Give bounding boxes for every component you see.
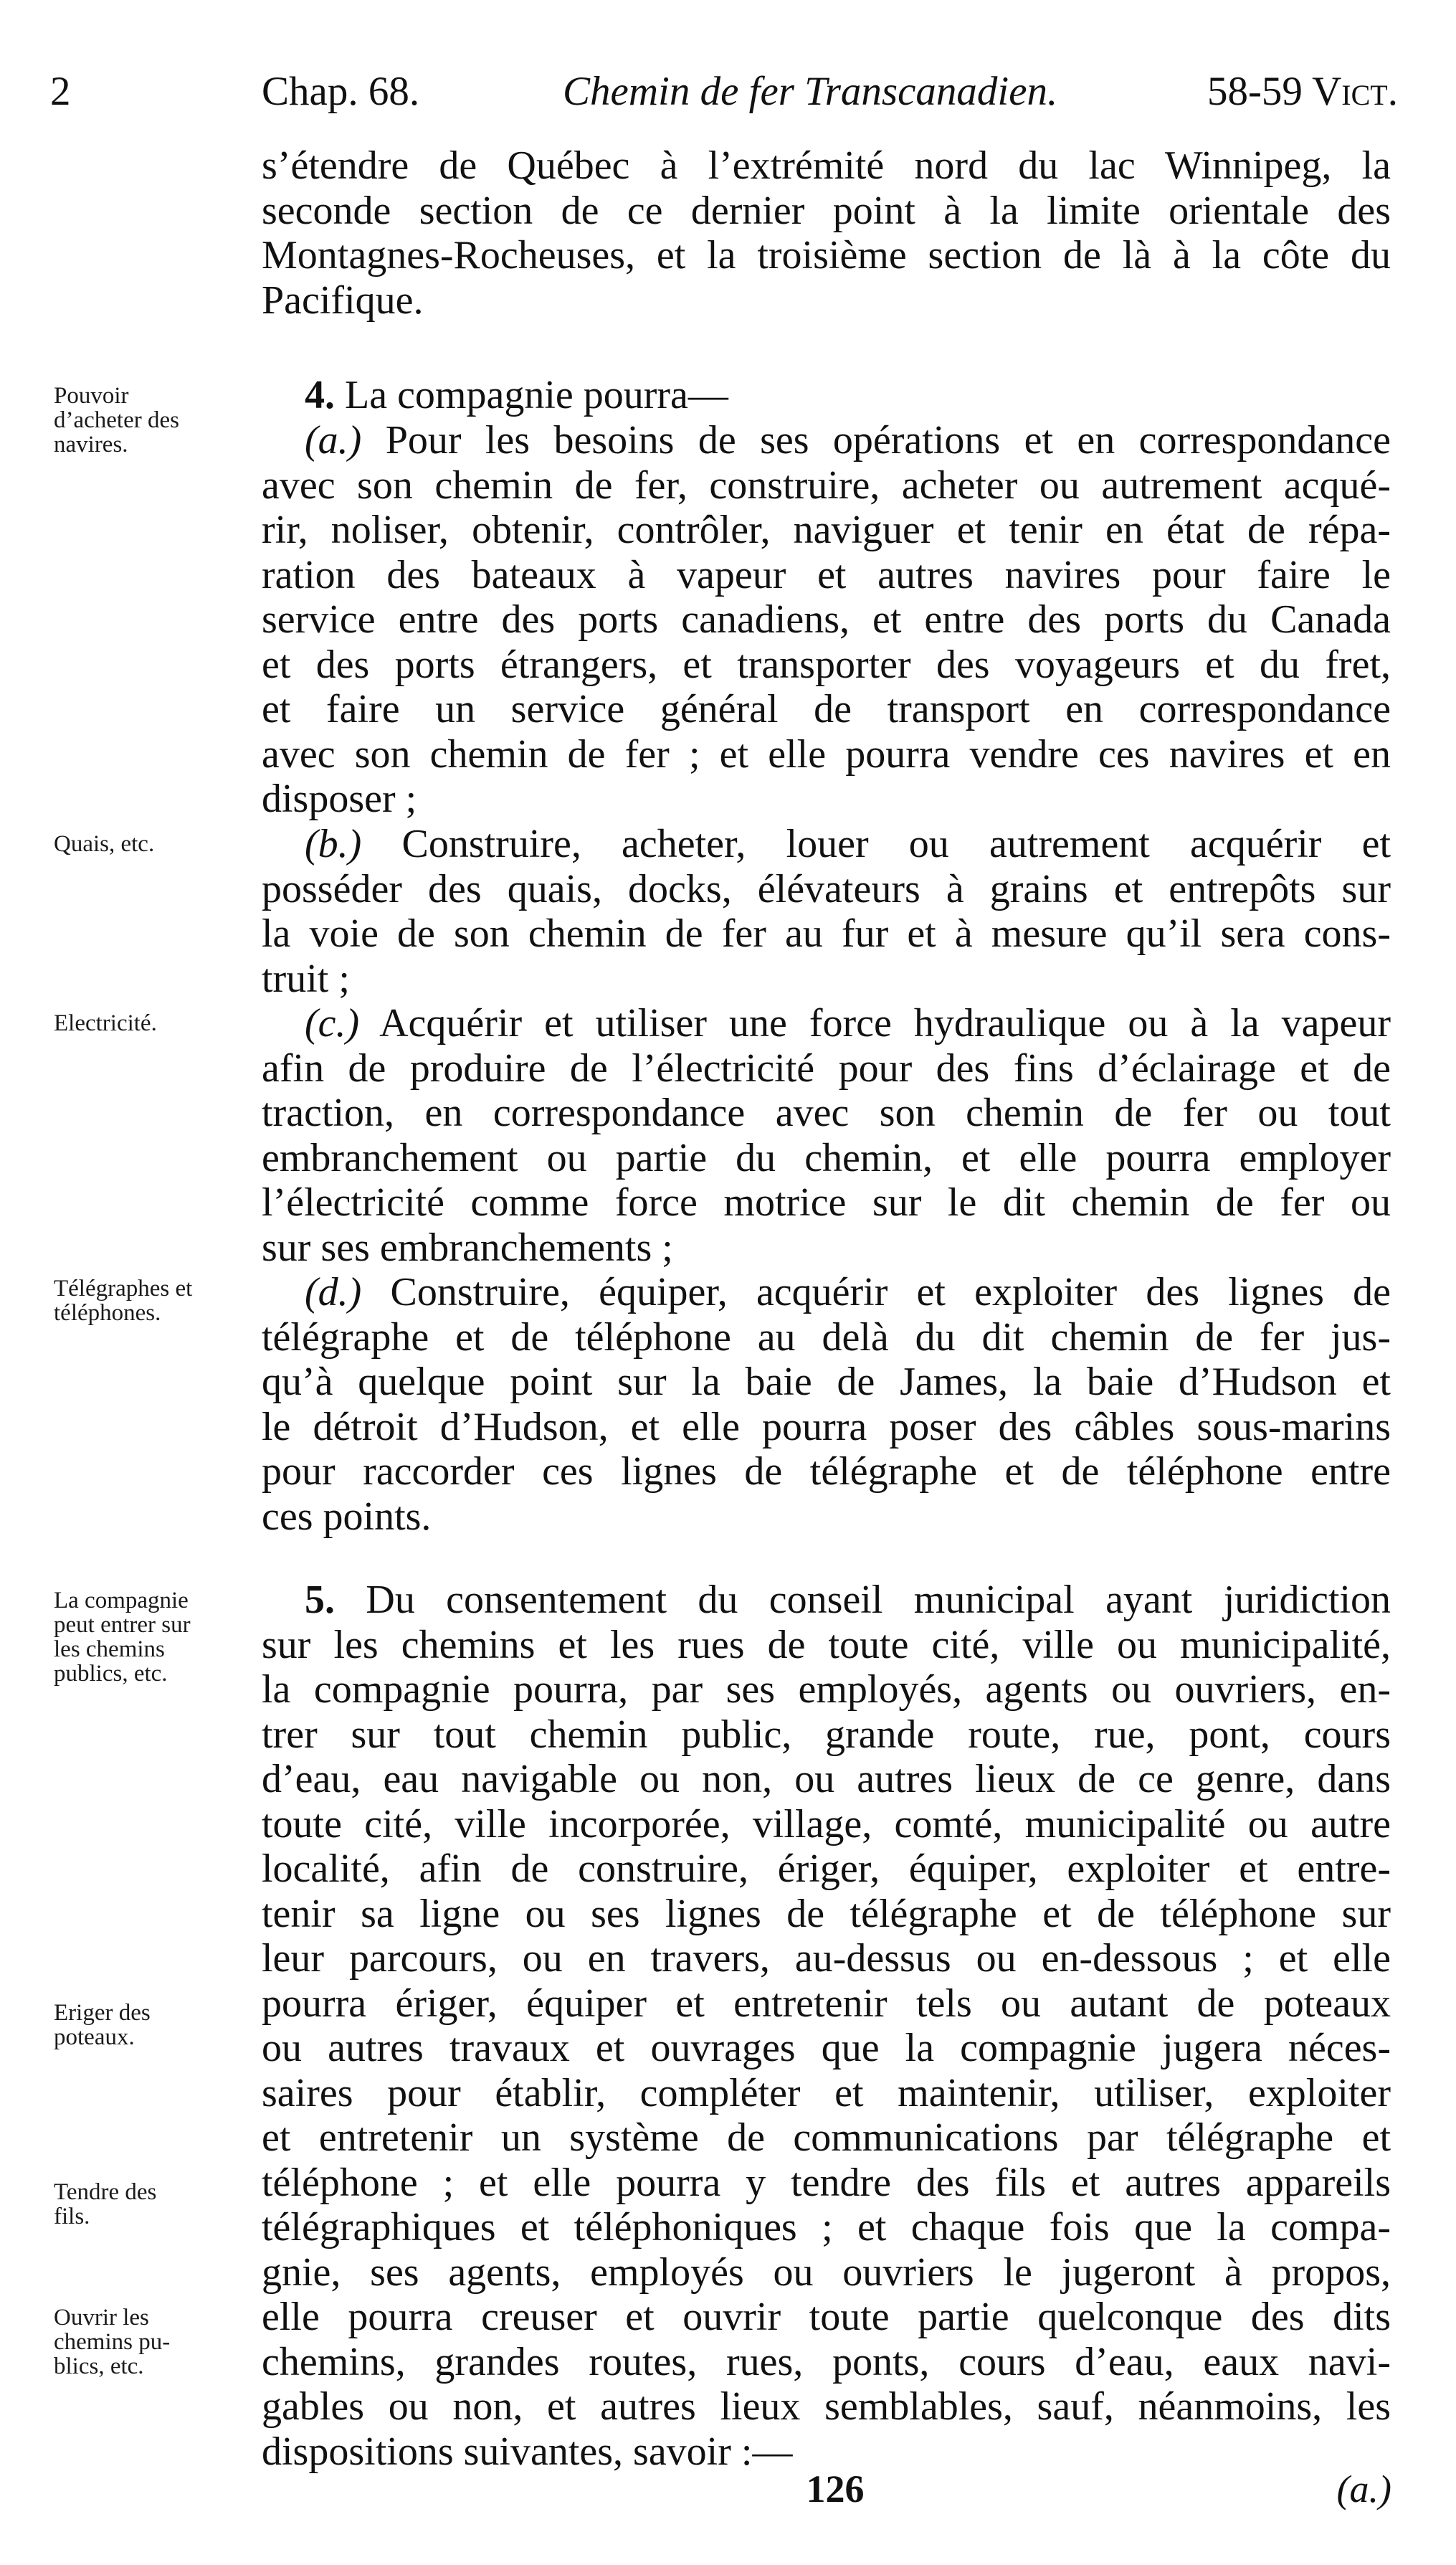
header-regnal-year: 58-59 Vict. (1207, 69, 1398, 114)
text-line (262, 418, 1391, 463)
text-line: avec son chemin de fer, construire, acheter ou autrement acqué- (262, 463, 1391, 508)
section-4-lead: La compagnie pourra— (345, 373, 728, 417)
text-line: ration des bateaux à vapeur et autres navires pour faire le (262, 552, 1391, 597)
section-4-heading (262, 373, 1391, 418)
text-line: truit ; (262, 956, 350, 1001)
text-line: télégraphe et de téléphone au delà du dit chemin de fer jus- (262, 1314, 1391, 1360)
margin-note-entry: La compagnie peut entrer sur les chemins publics, etc. (54, 1588, 191, 1687)
text-line: gnie, ses agents, employés ou ouvriers le jugeront à propos, (262, 2249, 1391, 2295)
footer-catchword (1337, 2467, 1391, 2511)
header-chapter: Chap. 68. (262, 69, 420, 114)
clause-letter: (d.) (305, 1270, 362, 1314)
text-line: tenir sa ligne ou ses lignes de télégraphe et de téléphone sur (262, 1891, 1391, 1936)
text-line: pour raccorder ces lignes de télégraphe et de téléphone entre (262, 1449, 1391, 1494)
text-line: chemins, grandes routes, rues, ponts, cours d’eau, eaux navi- (262, 2339, 1391, 2384)
section-4-a (262, 418, 1391, 822)
header-title: Chemin de fer Transcanadien. (563, 69, 1058, 114)
text-line: ces points. (262, 1494, 432, 1539)
clause-text: Pour les besoins de ses opérations et en correspondance (385, 418, 1391, 463)
text-line: et entretenir un système de communications par télégraphe et (262, 2115, 1391, 2160)
section-5-first-line: Du consentement du conseil municipal ayant juridiction (366, 1578, 1391, 1622)
text-line (262, 1270, 1391, 1315)
text-line (262, 822, 1391, 867)
section-4-number: 4. (305, 373, 335, 417)
section-4-c (262, 1001, 1391, 1270)
catchword-text: (a.) (1336, 2467, 1391, 2511)
clause-letter: (c.) (305, 1001, 360, 1046)
section-4-d (262, 1270, 1391, 1539)
footer-page-number: 126 (806, 2467, 865, 2511)
clause-letter: (a.) (305, 418, 362, 463)
text-line: ou autres travaux et ouvrages que la compagnie jugera néces- (262, 2026, 1391, 2070)
text-line: traction, en correspondance avec son chemin de fer ou tout (262, 1091, 1391, 1135)
text-line: leur parcours, ou en travers, au-dessus ou en-dessous ; et elle (262, 1936, 1391, 1981)
text-line: la compagnie pourra, par ses employés, agents ou ouvriers, en- (262, 1667, 1391, 1712)
margin-note-open-roads: Ouvrir les chemins pu- blics, etc. (54, 2305, 171, 2379)
section-5-number: 5. (305, 1578, 335, 1622)
text-line: saires pour établir, compléter et maintenir, utiliser, exploiter (262, 2070, 1391, 2115)
text-line: rir, noliser, obtenir, contrôler, naviguer et tenir en état de répa- (262, 508, 1391, 552)
margin-note-electricity: Electricité. (54, 1010, 157, 1036)
text-line: télégraphiques et téléphoniques ; et chaque fois que la compa- (262, 2205, 1391, 2249)
text-line: toute cité, ville incorporée, village, comté, municipalité ou autre (262, 1801, 1391, 1846)
intro-paragraph (262, 143, 1391, 323)
header-page-number: 2 (50, 69, 71, 114)
running-header (50, 68, 1398, 125)
text-line: pourra ériger, équiper et entretenir tels ou autant de poteaux (262, 1981, 1391, 2026)
text-line: et faire un service général de transport en correspondance (262, 687, 1391, 731)
clause-text: Construire, acheter, louer ou autrement acquérir et (401, 822, 1391, 866)
clause-text: Construire, équiper, acquérir et exploiter des lignes de (390, 1270, 1391, 1314)
section-4-b (262, 822, 1391, 1001)
margin-note-wharves: Quais, etc. (54, 831, 155, 857)
section-4-lead-line (262, 373, 1391, 418)
text-line: Montagnes-Rocheuses, et la troisième section de là à la côte du (262, 233, 1391, 278)
text-line: téléphone ; et elle pourra y tendre des fils et autres appareils (262, 2160, 1391, 2205)
text-line: service entre des ports canadiens, et entre des ports du Canada (262, 597, 1391, 642)
section-5 (262, 1578, 1391, 2474)
text-line: embranchement ou partie du chemin, et elle pourra employer (262, 1135, 1391, 1180)
text-line (262, 1578, 1391, 1623)
text-line (262, 1001, 1391, 1046)
text-line: sur ses embranchements ; (262, 1225, 673, 1270)
text-line: et des ports étrangers, et transporter des voyageurs et du fret, (262, 642, 1391, 687)
text-line: dispositions suivantes, savoir :— (262, 2429, 793, 2474)
clause-text: Acquérir et utiliser une force hydraulique ou à la vapeur (379, 1001, 1391, 1046)
text-line: avec son chemin de fer ; et elle pourra vendre ces navires et en (262, 731, 1391, 777)
text-line: le détroit d’Hudson, et elle pourra poser des câbles sous-marins (262, 1404, 1391, 1449)
margin-note-poles: Eriger des poteaux. (54, 2000, 151, 2050)
text-line: trer sur tout chemin public, grande route, rue, pont, cours (262, 1712, 1391, 1757)
text-line: posséder des quais, docks, élévateurs à grains et entrepôts sur (262, 866, 1391, 911)
text-line: l’électricité comme force motrice sur le dit chemin de fer ou (262, 1180, 1391, 1225)
text-line: Pacifique. (262, 278, 424, 323)
text-line: afin de produire de l’électricité pour des fins d’éclairage et de (262, 1046, 1391, 1091)
text-line: localité, afin de construire, ériger, équiper, exploiter et entre- (262, 1846, 1391, 1891)
clause-letter: (b.) (305, 822, 362, 866)
text-line: la voie de son chemin de fer au fur et à mesure qu’il sera cons- (262, 911, 1391, 956)
text-line: disposer ; (262, 777, 417, 821)
text-line: d’eau, eau navigable ou non, ou autres lieux de ce genre, dans (262, 1757, 1391, 1801)
margin-note-ships: Pouvoir d’acheter des navires. (54, 383, 179, 457)
margin-note-wires: Tendre des fils. (54, 2179, 157, 2229)
text-line: elle pourra creuser et ouvrir toute partie quelconque des dits (262, 2295, 1391, 2339)
text-line: qu’à quelque point sur la baie de James, la baie d’Hudson et (262, 1360, 1391, 1404)
text-line: s’étendre de Québec à l’extrémité nord du lac Winnipeg, la (262, 143, 1391, 188)
text-line: seconde section de ce dernier point à la limite orientale des (262, 188, 1391, 233)
text-line: gables ou non, et autres lieux semblables, sauf, néanmoins, les (262, 2384, 1391, 2429)
margin-note-telegraph: Télégraphes et téléphones. (54, 1276, 193, 1326)
text-line: sur les chemins et les rues de toute cité, ville ou municipalité, (262, 1622, 1391, 1667)
